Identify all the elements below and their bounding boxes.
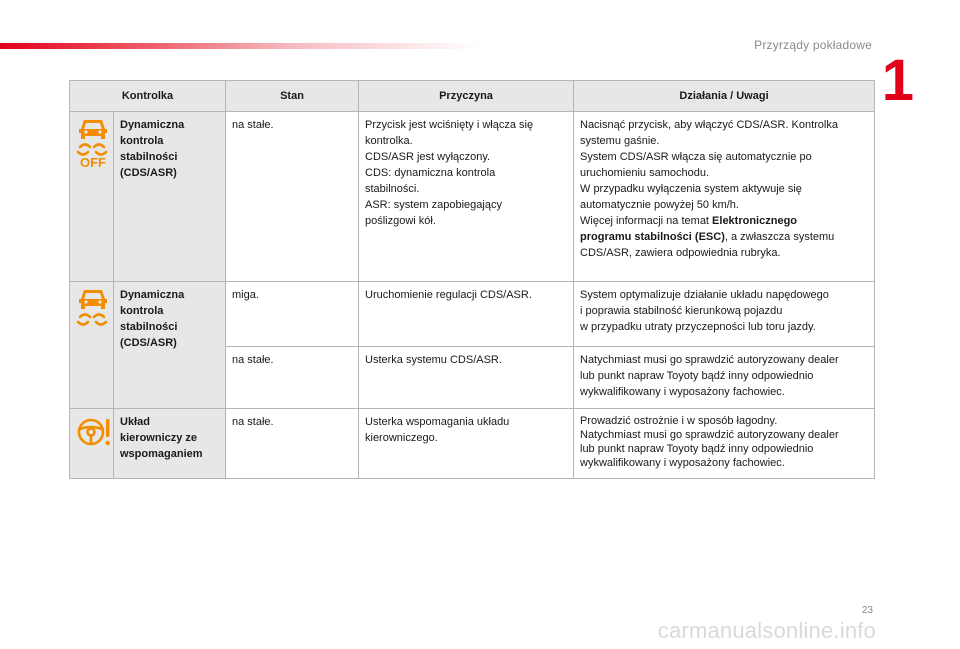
column-header-przyczyna: Przyczyna — [359, 81, 574, 112]
column-header-kontrolka: Kontrolka — [70, 81, 226, 112]
header-accent-bar — [0, 43, 480, 49]
indicator-cause: Przycisk jest wciśnięty i włącza się kontrolka. CDS/ASR jest wyłączony. CDS: dynamiczna kontrola stabilności. ASR: system zapobiegający poślizgowi kół. — [359, 112, 574, 282]
indicator-name: Układ kierowniczy ze wspomaganiem — [114, 409, 226, 479]
indicator-icon-cell — [70, 409, 114, 479]
indicator-name: Dynamiczna kontrola stabilności (CDS/ASR) — [114, 282, 226, 409]
chapter-number: 1 — [881, 48, 914, 113]
indicator-action: Nacisnąć przycisk, aby włączyć CDS/ASR. Kontrolka systemu gaśnie. System CDS/ASR włącza się automatycznie po uruchomieniu samochodu. W przypadku wyłączenia system aktywuje się automatycznie powyżej 50 km/h. Więcej informacji na temat Elektronicznego programu stabilności (ESC), a zwłaszcza systemu CDS/ASR, zawiera odpowiednia rubryka. — [574, 112, 875, 282]
indicator-icon-cell — [70, 282, 114, 409]
indicator-icon-cell — [70, 112, 114, 282]
indicator-state: na stałe. — [226, 409, 359, 479]
section-title: Przyrządy pokładowe — [754, 38, 872, 52]
stability-control-icon — [76, 287, 110, 327]
stability-control-off-icon — [76, 117, 110, 169]
indicator-name: Dynamiczna kontrola stabilności (CDS/ASR) — [114, 112, 226, 282]
indicator-action: Natychmiast musi go sprawdzić autoryzowany dealer lub punkt napraw Toyoty bądź inny odpowiednio wykwalifikowany i wyposażony fachowiec. — [574, 347, 875, 409]
warning-lights-table — [69, 80, 875, 479]
indicator-state: na stałe. — [226, 112, 359, 282]
svg-text:OFF: OFF — [80, 155, 106, 169]
page-number: 23 — [861, 605, 873, 616]
indicator-state: na stałe. — [226, 347, 359, 409]
watermark: carmanualsonline.info — [657, 618, 876, 643]
table-row — [70, 282, 875, 347]
indicator-action: Prowadzić ostrożnie i w sposób łagodny. Natychmiast musi go sprawdzić autoryzowany dealer lub punkt napraw Toyoty bądź inny odpowiednio wykwalifikowany i wyposażony fachowiec. — [574, 409, 875, 479]
esc-link-text: Elektronicznego — [712, 215, 798, 227]
indicator-action: System optymalizuje działanie układu napędowego i poprawia stabilność kierunkową pojazdu w przypadku utraty przyczepności lub toru jazdy. — [574, 282, 875, 347]
indicator-cause: Usterka systemu CDS/ASR. — [359, 347, 574, 409]
power-steering-warning-icon — [76, 414, 114, 450]
table-row — [70, 112, 875, 282]
column-header-dzialania: Działania / Uwagi — [574, 81, 875, 112]
column-header-stan: Stan — [226, 81, 359, 112]
table-row — [70, 409, 875, 479]
indicator-cause: Usterka wspomagania układu kierowniczego. — [359, 409, 574, 479]
indicator-cause: Uruchomienie regulacji CDS/ASR. — [359, 282, 574, 347]
table-header-row — [70, 81, 875, 112]
indicator-state: miga. — [226, 282, 359, 347]
